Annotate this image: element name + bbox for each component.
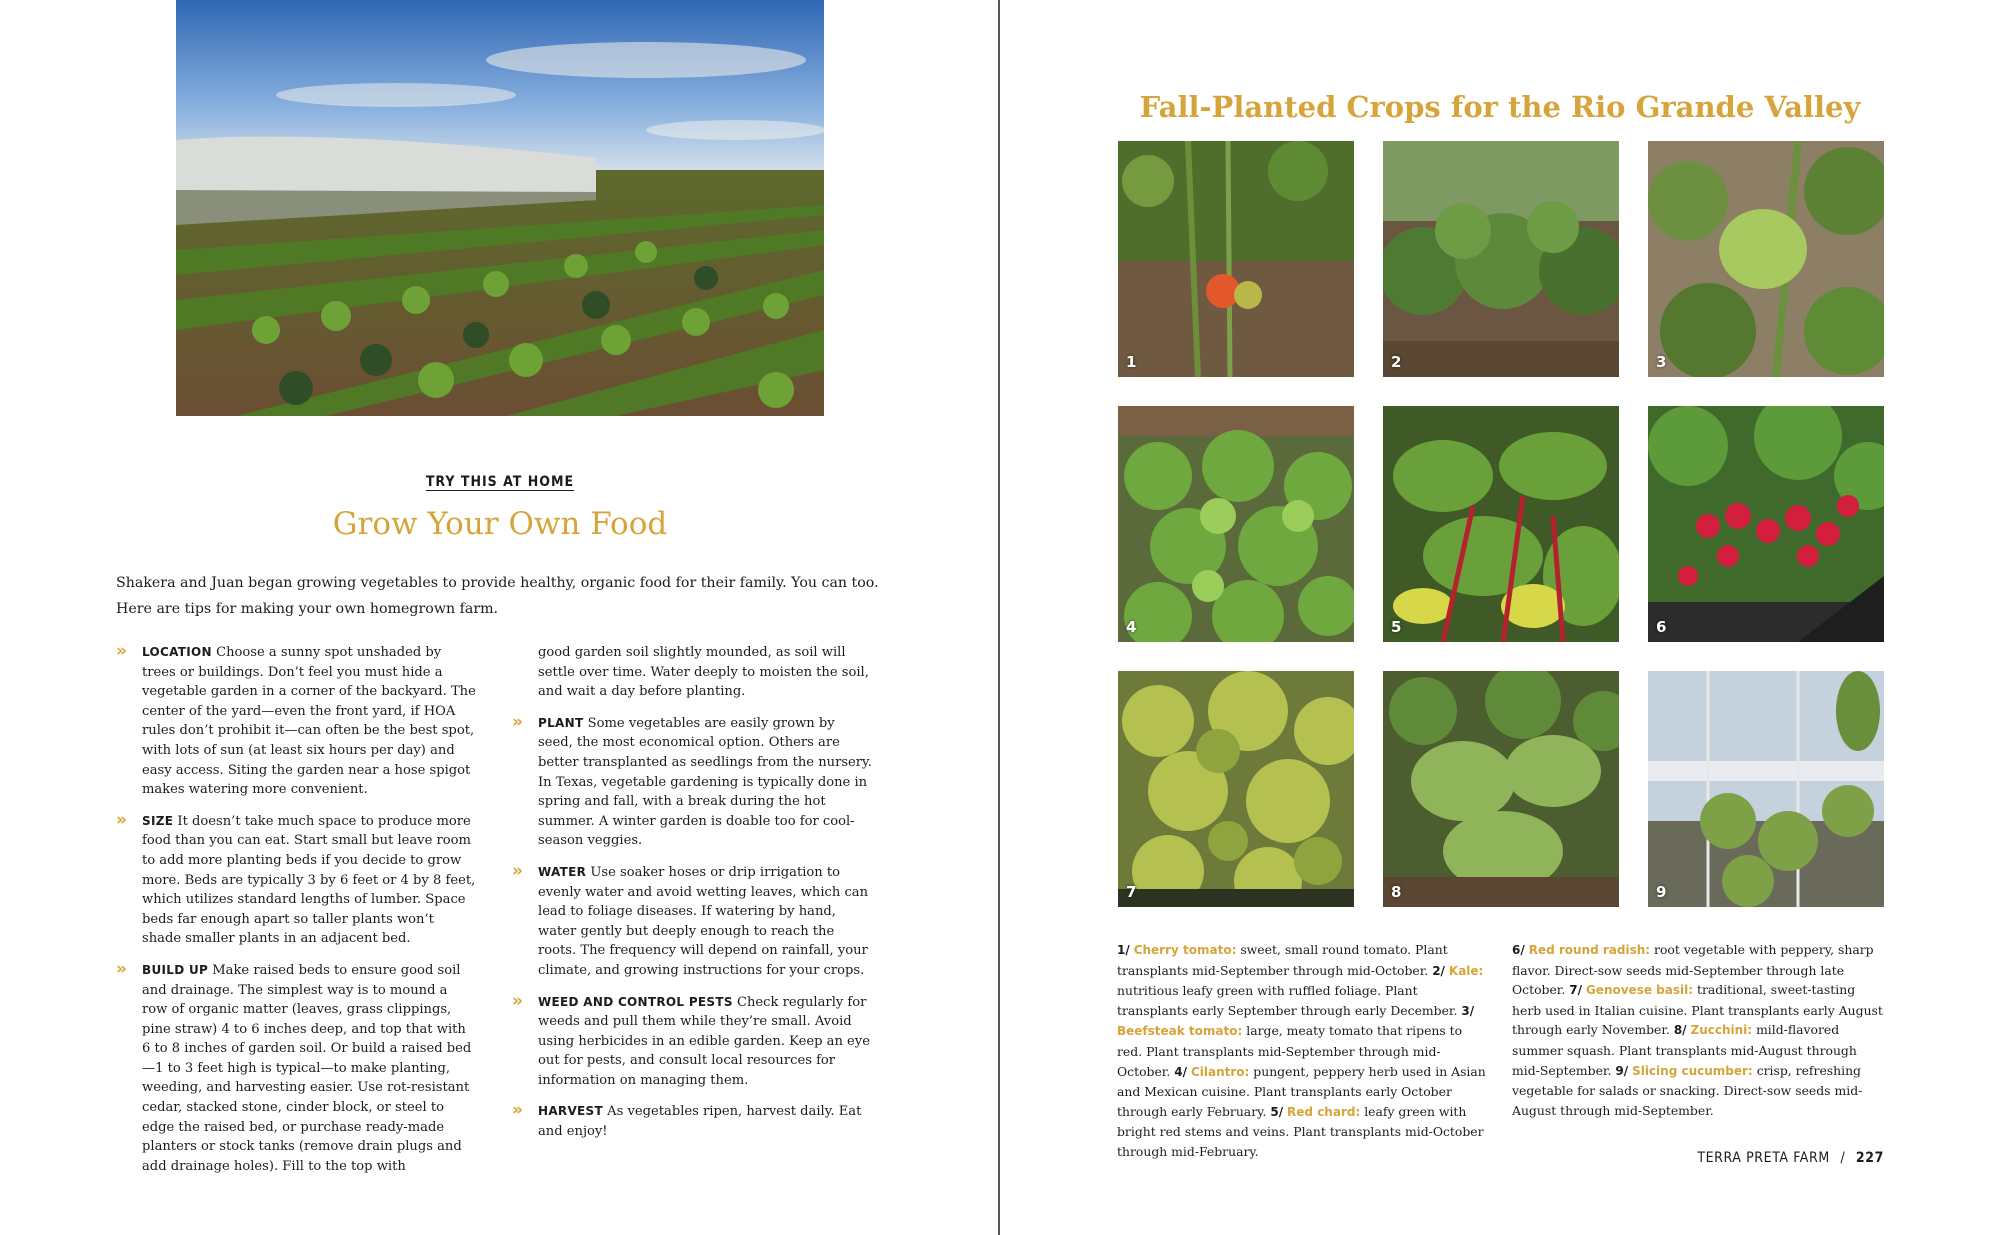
tip-plant bbox=[512, 711, 872, 851]
page-number: 227 bbox=[1855, 1150, 1884, 1166]
crop-photo-kale bbox=[1383, 141, 1619, 377]
photo-number: 2 bbox=[1391, 353, 1402, 371]
crop-name: Cilantro: bbox=[1190, 1064, 1250, 1079]
tip-text: Make raised beds to ensure good soil and drainage. The simplest way is to mound a row of organic matter (leaves, grass clippings, pine straw) 4 to 6 inches deep, and top that with 6 to 8 inches of garden soil. Or build a raised bed—1 to 3 feet high is typical—to make planting, weeding, and harvesting easier. Use rot-resistant cedar, stacked stone, cinder block, or steel to edge the raised bed, or purchase ready-made planters or stock tanks (remove drain plugs and add drainage holes). Fill to the top with bbox=[142, 962, 472, 1174]
footer-separator: / bbox=[1840, 1150, 1846, 1166]
crop-name: Red chard: bbox=[1287, 1104, 1361, 1119]
crop-photo-cherry-tomato bbox=[1118, 141, 1354, 377]
tip-text: It doesn’t take much space to produce more food than you can eat. Start small but leave room to add more planting beds if you decide to grow more. Beds are typically 3 by 6 feet or 4 by 8 feet, which utilizes standard lengths of lumber. Space beds far enough apart so taller plants won’t shade smaller plants in an adjacent bed. bbox=[142, 813, 476, 947]
crop-photo-cilantro bbox=[1118, 406, 1354, 642]
tip-text: Choose a sunny spot unshaded by trees or buildings. Don’t feel you must hide a vegetable garden in a corner of the backyard. The center of the yard—even the front yard, if HOA rules don’t prohibit it—can often be the best spot, with lots of sun (at least six hours per day) and easy access. Siting the garden near a hose spigot makes watering more convenient. bbox=[142, 645, 476, 798]
crop-name: Red round radish: bbox=[1528, 943, 1651, 957]
tip-label: LOCATION bbox=[142, 645, 212, 659]
tip-harvest bbox=[512, 1102, 872, 1141]
tip-build-up-continued: good garden soil slightly mounded, as soil will settle over time. Water deeply to moisten the soil, and wait a day before planting. bbox=[538, 645, 869, 700]
photo-number: 7 bbox=[1126, 883, 1137, 901]
tip-label: PLANT bbox=[538, 715, 584, 730]
photo-number: 6 bbox=[1656, 618, 1667, 636]
tip-text: As vegetables ripen, harvest daily. Eat and enjoy! bbox=[538, 1104, 862, 1140]
tips-column-right bbox=[512, 643, 872, 1154]
tips-column-left bbox=[116, 643, 476, 1188]
crop-name: Genovese basil: bbox=[1585, 983, 1694, 998]
photo-number: 4 bbox=[1126, 618, 1137, 636]
section-kicker: TRY THIS AT HOME bbox=[425, 474, 575, 490]
crop-photo-genovese-basil bbox=[1118, 671, 1354, 907]
crop-name: Kale: bbox=[1448, 963, 1484, 978]
tip-size bbox=[116, 809, 476, 949]
footer-section: TERRA PRETA FARM bbox=[1697, 1150, 1830, 1166]
tip-label: SIZE bbox=[142, 813, 174, 828]
crop-name: Zucchini: bbox=[1690, 1023, 1753, 1038]
chevron-bullet-icon: » bbox=[512, 860, 523, 881]
tip-text: Some vegetables are easily grown by seed, the most economical option. Others are better transplanted as seedlings from the nursery. In Texas, vegetable gardening is typically done in spring and fall, with a break during the hot summer. A winter garden is doable too for cool-season veggies. bbox=[538, 715, 872, 849]
photo-number: 9 bbox=[1656, 883, 1667, 901]
tip-text: Check regularly for weeds and pull them while they’re small. Avoid using herbicides in an edible garden. Keep an eye out for pests, and consult local resources for information on managing them. bbox=[538, 994, 870, 1088]
crop-captions-left: 1/ Cherry tomato: sweet, small round tomato. Plant transplants mid-September through mid-October. 2/ Kale: nutritious leafy green with ruffled foliage. Plant transplants early September through early December. 3/ Beefsteak tomato: large, meaty tomato that ripens to red. Plant transplants mid-September through mid-October. 4/ Cilantro: pungent, peppery herb used in Asian and Mexican cuisine. Plant transplants early October through early February. 5/ Red chard: leafy green with bright red stems and veins. Plant transplants mid-October through mid-February. bbox=[1117, 942, 1486, 1159]
tip-label: WATER bbox=[538, 864, 587, 879]
crop-photo-slicing-cucumber bbox=[1648, 671, 1884, 907]
chevron-bullet-icon: » bbox=[116, 641, 127, 661]
tip-weed-and-control-pests bbox=[512, 990, 872, 1091]
crop-captions-right: 6/ Red round radish: root vegetable with peppery, sharp flavor. Direct-sow seeds mid-September through late October. 7/ Genovese basil: traditional, sweet-tasting herb used in Italian cuisine. Plant transplants early August through early November. 8/ Zucchini: mild-flavored summer squash. Plant transplants mid-August through mid-September. 9/ Slicing cucumber: crisp, refreshing vegetable for salads or snacking. Direct-sow seeds mid-August through mid-September. bbox=[1512, 942, 1883, 1118]
tip-label: WEED AND CONTROL PESTS bbox=[538, 994, 733, 1009]
crop-photo-red-chard bbox=[1383, 406, 1619, 642]
chevron-bullet-icon: » bbox=[512, 1100, 523, 1121]
photo-number: 8 bbox=[1391, 883, 1402, 901]
intro-paragraph: Shakera and Juan began growing vegetables to provide healthy, organic food for their family. You can too. Here are tips for making your own homegrown farm. bbox=[116, 575, 879, 617]
photo-number: 5 bbox=[1391, 618, 1402, 636]
chevron-bullet-icon: » bbox=[512, 711, 523, 732]
chevron-bullet-icon: » bbox=[116, 958, 127, 979]
page-title: Grow Your Own Food bbox=[332, 506, 668, 542]
crop-photo-zucchini bbox=[1383, 671, 1619, 907]
page-footer bbox=[1697, 1150, 1884, 1166]
photo-number: 3 bbox=[1656, 353, 1667, 371]
chevron-bullet-icon: » bbox=[512, 990, 523, 1011]
tip-location bbox=[116, 643, 476, 800]
crops-grid-title: Fall-Planted Crops for the Rio Grande Valley bbox=[1139, 90, 1861, 124]
crop-name: Beefsteak tomato: bbox=[1117, 1024, 1243, 1039]
crop-photo-red-round-radish bbox=[1648, 406, 1884, 642]
chevron-bullet-icon: » bbox=[116, 809, 127, 830]
crop-name: Cherry tomato: bbox=[1133, 943, 1237, 957]
crop-name: Slicing cucumber: bbox=[1632, 1063, 1753, 1078]
tip-label: BUILD UP bbox=[142, 962, 209, 977]
tip-build-up bbox=[116, 958, 476, 1177]
crop-photo-beefsteak-tomato bbox=[1648, 141, 1884, 377]
tip-label: HARVEST bbox=[538, 1104, 603, 1119]
tip-water bbox=[512, 860, 872, 981]
tip-text: Use soaker hoses or drip irrigation to evenly water and avoid wetting leaves, which can lead to foliage diseases. If watering by hand, water gently but deeply enough to reach the roots. The frequency will depend on rainfall, your climate, and growing instructions for your crops. bbox=[538, 864, 869, 978]
photo-number: 1 bbox=[1126, 353, 1137, 371]
farm-field-hero-image bbox=[176, 0, 824, 416]
